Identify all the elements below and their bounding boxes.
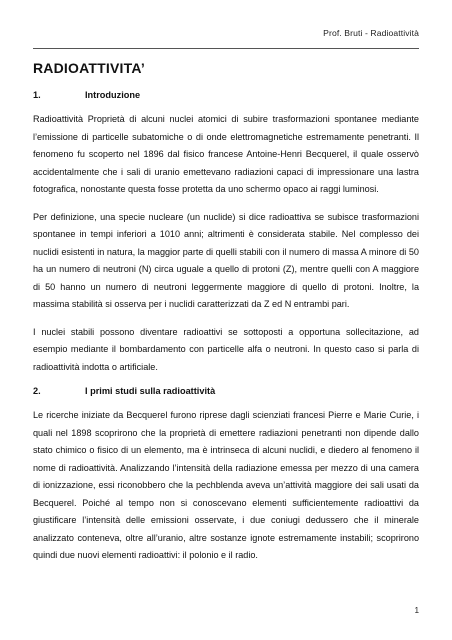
document-title: RADIOATTIVITA’ [33,60,145,76]
page-content [33,60,419,575]
section-first-studies [33,386,419,565]
paragraph: Le ricerche iniziate da Becquerel furono riprese dagli scienziati francesi Pierre e Marie Curie, i quali nel 1898 scoprirono che la proprietà di emettere radiazioni penetranti non dipende dallo stato chimico o fisico di un elemento, ma è intrinseca di alcuni nuclidi, e diedero al fenomeno il nome di radioattività. Analizzando l’intensità della radiazione emessa per mezzo di una camera di ionizzazione, essi riconobbero che la pechblenda aveva un’attività maggiore dei sali usati da Becquerel. Poiché al tempo non si conoscevano elementi sufficientemente radioattivi da giustificare l’intensità delle emissioni osservate, i due coniugi dedussero che il minerale analizzato conteneva, oltre all’uranio, altre sostanze ignote estremamente instabili; scoprirono quindi due nuovi elementi radioattivi: il polonio e il radio. [33,410,419,560]
page-header [33,26,419,49]
section-title: Introduzione [85,90,141,100]
running-header: Prof. Bruti - Radioattività [323,28,419,38]
section-heading [33,90,419,100]
page-number: 1 [414,606,419,615]
section-number: 2. [33,386,41,396]
paragraph: Radioattività Proprietà di alcuni nuclei atomici di subire trasformazioni spontanee mediante l’emissione di particelle subatomiche o di onde elettromagnetiche estremamente penetranti. Il fenomeno fu scoperto nel 1896 dal fisico francese Antoine-Henri Becquerel, il quale osservò accidentalmente che i sali di uranio emettevano radiazioni capaci di impressionare una lastra fotografica, nonostante questa fosse protetta da uno schermo opaco ai raggi luminosi. [33,114,419,194]
paragraph: I nuclei stabili possono diventare radioattivi se sottoposti a opportuna sollecitazione, ad esempio mediante il bombardamento con particelle alfa o neutroni. In questo caso si parla di radioattività indotta o artificiale. [33,326,419,372]
section-title: I primi studi sulla radioattività [85,386,216,396]
paragraph: Per definizione, una specie nucleare (un nuclide) si dice radioattiva se subisce trasformazioni spontanee in tempi inferiori a 1010 anni; altrimenti è considerata stabile. Nel complesso dei nuclidi esistenti in natura, la maggior parte di quelli stabili con il numero di massa A minore di 50 ha un numero di neutroni (N) circa uguale a quello di protoni (Z), mentre quelli con A maggiore di 50 hanno un numero di neutroni leggermente maggiore di quello di protoni. Inoltre, la massima stabilità si osserva per i nuclidi caratterizzati da Z ed N entrambi pari. [33,211,419,309]
section-number: 1. [33,90,41,100]
section-introduction [33,90,419,376]
section-heading [33,386,419,396]
